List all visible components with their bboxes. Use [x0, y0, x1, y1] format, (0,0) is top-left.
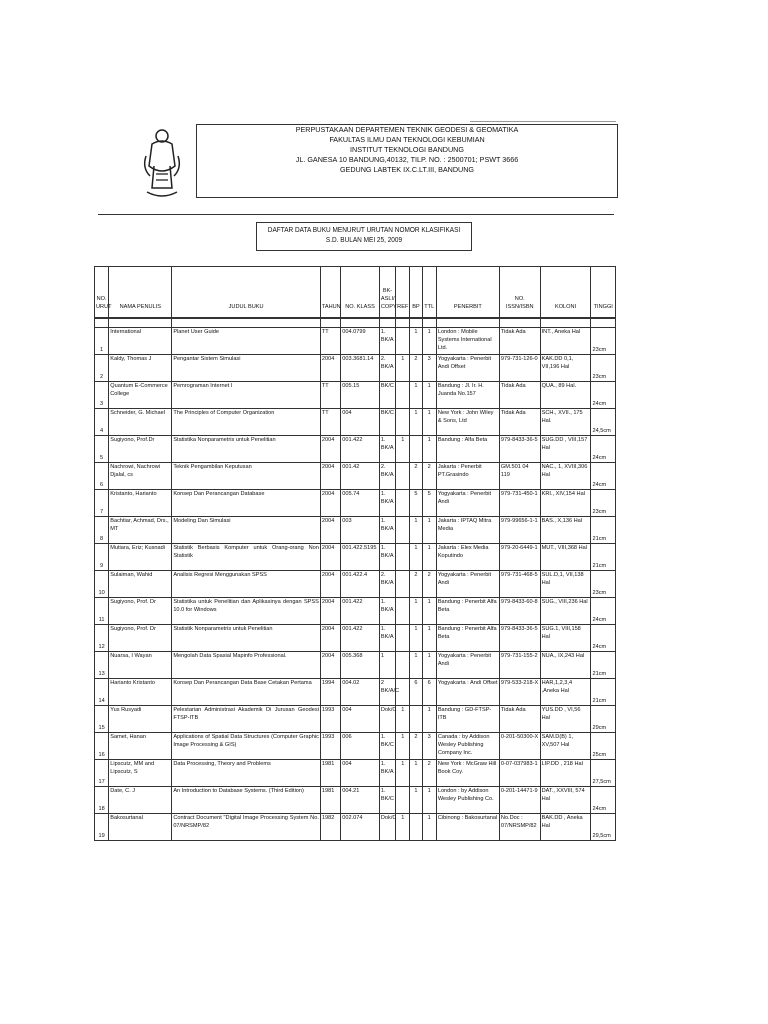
- cell-tahun: 2004: [320, 544, 340, 571]
- cell-bp: [410, 436, 422, 463]
- col-isbn: NO. ISSN/ISBN: [499, 267, 540, 319]
- col-koloni: KOLONI: [540, 267, 591, 319]
- cell-klass: 004.02: [341, 679, 380, 706]
- cell-penulis: Bakosurtanal: [109, 814, 172, 841]
- cell-penerbit: London : Mobile Systems International Ltd.: [436, 328, 499, 355]
- cell-ttl: 3: [422, 733, 436, 760]
- table-header-row: [95, 267, 616, 319]
- table-row: [95, 328, 616, 355]
- cell-isbn: No.Doc : 07/NRSMP/82: [499, 814, 540, 841]
- cell-klass: 001.42: [341, 463, 380, 490]
- cell-isbn: 979-8433-36-5: [499, 625, 540, 652]
- table-row: [95, 652, 616, 679]
- cell-bk: 1. BK/A: [379, 625, 395, 652]
- cell-koloni: NAC., 1, XVIII,306 Hal: [540, 463, 591, 490]
- header-line-4: JL. GANESA 10 BANDUNG,40132, TILP. NO. : 2500701; PSWT 3666: [295, 155, 519, 164]
- cell-klass: 001.422: [341, 625, 380, 652]
- cell-klass: 004: [341, 409, 380, 436]
- cell-no: 1: [95, 328, 109, 355]
- cell-no: 19: [95, 814, 109, 841]
- cell-tinggi: 21cm: [591, 544, 616, 571]
- cell-bp: 1: [410, 625, 422, 652]
- cell-bp: 6: [410, 679, 422, 706]
- cell-bp: 1: [410, 409, 422, 436]
- cell-ttl: 1: [422, 436, 436, 463]
- cell-koloni: DAT., XXVIII, 574 Hal: [540, 787, 591, 814]
- table-row: [95, 463, 616, 490]
- cell-koloni: QUA., 89 Hal.: [540, 382, 591, 409]
- cell-bp: 1: [410, 760, 422, 787]
- cell-penerbit: Yogyakarta : Andi Offset: [436, 679, 499, 706]
- cell-isbn: 0-07-037983-1: [499, 760, 540, 787]
- col-ttl: TTL: [422, 267, 436, 319]
- cell-tinggi: 24,5cm: [591, 409, 616, 436]
- cell-ttl: 1: [422, 652, 436, 679]
- table-row: [95, 436, 616, 463]
- cell-ttl: 1: [422, 787, 436, 814]
- cell-bk: 1. BK/C: [379, 733, 395, 760]
- table-row: [95, 814, 616, 841]
- cell-ttl: 2: [422, 571, 436, 598]
- cell-tahun: TT: [320, 328, 340, 355]
- cell-klass: 001.422.4: [341, 571, 380, 598]
- header-line-2: FAKULTAS ILMU DAN TEKNOLOGI KEBUMIAN: [329, 135, 485, 144]
- cell-tinggi: 21cm: [591, 679, 616, 706]
- col-bk: BK-ASLI/ COPY: [379, 267, 395, 319]
- cell-tahun: 1993: [320, 706, 340, 733]
- col-penerbit: PENERBIT: [436, 267, 499, 319]
- cell-klass: 001.422: [341, 598, 380, 625]
- cell-tahun: TT: [320, 409, 340, 436]
- table-row: [95, 706, 616, 733]
- cell-penulis: Harianto Kristanto: [109, 679, 172, 706]
- cell-tahun: 1981: [320, 787, 340, 814]
- cell-no: 5: [95, 436, 109, 463]
- cell-ref: [396, 382, 410, 409]
- col-ref: REF: [396, 267, 410, 319]
- top-divider: [470, 121, 616, 122]
- cell-tinggi: 23cm: [591, 490, 616, 517]
- cell-penerbit: Bandung : Penerbit Alfa Beta: [436, 598, 499, 625]
- cell-bk: Dok/C: [379, 814, 395, 841]
- cell-no: 11: [95, 598, 109, 625]
- cell-klass: 001.422.5195: [341, 544, 380, 571]
- cell-bp: 2: [410, 463, 422, 490]
- cell-koloni: BAS., X,136 Hal: [540, 517, 591, 544]
- table-row: [95, 598, 616, 625]
- cell-isbn: 0-201-14471-9: [499, 787, 540, 814]
- cell-bk: 1. BK/A: [379, 517, 395, 544]
- cell-tinggi: 27,5cm: [591, 760, 616, 787]
- cell-judul: Pengantar Sistem Simulasi: [172, 355, 321, 382]
- cell-ref: 1: [396, 760, 410, 787]
- cell-judul: Planet User Guide: [172, 328, 321, 355]
- cell-no: 18: [95, 787, 109, 814]
- cell-bk: 1. BK/A: [379, 760, 395, 787]
- cell-penerbit: Bandung : GD-FTSP-ITB: [436, 706, 499, 733]
- cell-tahun: 2004: [320, 355, 340, 382]
- cell-judul: Modeling Dan Simulasi: [172, 517, 321, 544]
- cell-klass: 004.0799: [341, 328, 380, 355]
- cell-bp: 2: [410, 571, 422, 598]
- table-row: [95, 733, 616, 760]
- cell-ttl: 2: [422, 760, 436, 787]
- cell-ttl: 1: [422, 382, 436, 409]
- cell-penerbit: Jakarta : Elex Media Koputindo: [436, 544, 499, 571]
- table-row: [95, 382, 616, 409]
- cell-bk: BK/C: [379, 382, 395, 409]
- cell-penulis: Bachtiar, Achmad, Drs., MT: [109, 517, 172, 544]
- cell-isbn: GM.501 04 119: [499, 463, 540, 490]
- itb-ganesha-logo: [142, 126, 182, 202]
- cell-koloni: SCH., XVII., 175 Hal.: [540, 409, 591, 436]
- cell-judul: Applications of Spatial Data Structures (Computer Graphic Image Processing & GIS): [172, 733, 321, 760]
- cell-no: 15: [95, 706, 109, 733]
- title-line-1: DAFTAR DATA BUKU MENURUT URUTAN NOMOR KLASIFIKASI: [267, 225, 461, 234]
- cell-ref: [396, 463, 410, 490]
- cell-penulis: Sugiyono, Prof. Dr: [109, 598, 172, 625]
- col-no: NO. URUT: [95, 267, 109, 319]
- cell-tinggi: 29cm: [591, 706, 616, 733]
- cell-judul: Statistik Nonparametris untuk Penelitian: [172, 625, 321, 652]
- document-title: [256, 222, 472, 251]
- cell-koloni: SUG.1, VIII,158 Hal: [540, 625, 591, 652]
- cell-klass: 005.15: [341, 382, 380, 409]
- cell-klass: 006: [341, 733, 380, 760]
- cell-isbn: 979-20-6449-1: [499, 544, 540, 571]
- cell-isbn: 979-8433-60-8: [499, 598, 540, 625]
- cell-ref: [396, 490, 410, 517]
- table-row: [95, 490, 616, 517]
- cell-koloni: NUA., IX,243 Hal: [540, 652, 591, 679]
- cell-koloni: INT., Aneka Hal: [540, 328, 591, 355]
- cell-bp: 1: [410, 544, 422, 571]
- cell-no: 4: [95, 409, 109, 436]
- cell-koloni: SUG., VIII,236 Hal: [540, 598, 591, 625]
- cell-ttl: 1: [422, 409, 436, 436]
- cell-no: 17: [95, 760, 109, 787]
- cell-klass: 002.074: [341, 814, 380, 841]
- cell-penulis: Nuarsa, I Wayan: [109, 652, 172, 679]
- cell-penerbit: Bandung : Jl. Ir. H. Juanda No.157: [436, 382, 499, 409]
- cell-ref: 1: [396, 733, 410, 760]
- cell-judul: Statistika Nonparametris untuk Penelitian: [172, 436, 321, 463]
- header-rule: [98, 214, 614, 215]
- cell-judul: Analisis Regresi Menggunakan SPSS: [172, 571, 321, 598]
- cell-tahun: 1982: [320, 814, 340, 841]
- cell-penulis: Mutiara, Eriz; Kusnadi: [109, 544, 172, 571]
- cell-ref: [396, 625, 410, 652]
- cell-tahun: 1994: [320, 679, 340, 706]
- cell-ref: [396, 598, 410, 625]
- cell-judul: Pelestarian Administrasi Akademik Di Jurusan Geodesi FTSP-ITB: [172, 706, 321, 733]
- cell-bp: 2: [410, 733, 422, 760]
- cell-no: 2: [95, 355, 109, 382]
- cell-bk: 1. BK/A: [379, 436, 395, 463]
- cell-no: 10: [95, 571, 109, 598]
- cell-ttl: 1: [422, 706, 436, 733]
- cell-judul: Data Processing, Theory and Problems: [172, 760, 321, 787]
- cell-ref: [396, 517, 410, 544]
- table-row: [95, 571, 616, 598]
- cell-penulis: International: [109, 328, 172, 355]
- cell-judul: Konsep Dan Perancangan Database: [172, 490, 321, 517]
- cell-penerbit: Yogyakarta : Penerbit Andi: [436, 652, 499, 679]
- cell-bk: 2. BK/A: [379, 463, 395, 490]
- cell-tinggi: 24cm: [591, 598, 616, 625]
- cell-judul: Statistika untuk Penelitian dan Aplikasinya dengan SPSS 10.0 for Windows: [172, 598, 321, 625]
- cell-bk: 1: [379, 652, 395, 679]
- cell-tinggi: 24cm: [591, 625, 616, 652]
- cell-bp: 1: [410, 328, 422, 355]
- cell-klass: 003: [341, 517, 380, 544]
- table-row: [95, 679, 616, 706]
- col-penulis: NAMA PENULIS: [109, 267, 172, 319]
- header-line-3: INSTITUT TEKNOLOGI BANDUNG: [350, 145, 464, 154]
- cell-tahun: 2004: [320, 652, 340, 679]
- cell-isbn: Tidak Ada: [499, 382, 540, 409]
- table-row: [95, 409, 616, 436]
- cell-klass: 004.21: [341, 787, 380, 814]
- cell-tahun: 2004: [320, 463, 340, 490]
- table-row: [95, 625, 616, 652]
- cell-no: 8: [95, 517, 109, 544]
- cell-tinggi: 21cm: [591, 517, 616, 544]
- cell-judul: Mengolah Data Spasial Mapinfo Professional.: [172, 652, 321, 679]
- cell-bp: [410, 706, 422, 733]
- cell-ref: 1: [396, 355, 410, 382]
- cell-no: 16: [95, 733, 109, 760]
- cell-no: 9: [95, 544, 109, 571]
- table-row: [95, 355, 616, 382]
- cell-bp: 1: [410, 382, 422, 409]
- cell-bk: 1. BK/A: [379, 544, 395, 571]
- cell-penerbit: Yogyakarta : Penerbit Andi: [436, 490, 499, 517]
- title-line-2: S.D. BULAN MEI 25, 2009: [325, 235, 403, 244]
- cell-isbn: Tidak Ada: [499, 409, 540, 436]
- cell-no: 3: [95, 382, 109, 409]
- cell-ttl: 1: [422, 625, 436, 652]
- cell-penulis: Sulaiman, Wahid: [109, 571, 172, 598]
- cell-bp: 1: [410, 652, 422, 679]
- cell-klass: 004: [341, 706, 380, 733]
- cell-ref: [396, 409, 410, 436]
- cell-penerbit: Bandung : Alfa Beta: [436, 436, 499, 463]
- cell-penulis: Samet, Hanan: [109, 733, 172, 760]
- cell-penulis: Date, C. J: [109, 787, 172, 814]
- cell-tinggi: 25cm: [591, 733, 616, 760]
- library-header: [196, 124, 618, 198]
- cell-isbn: 979-731-450-1: [499, 490, 540, 517]
- cell-ttl: 1: [422, 544, 436, 571]
- cell-penerbit: Bandung : Penerbit Alfa Beta: [436, 625, 499, 652]
- cell-isbn: Tidak Ada: [499, 328, 540, 355]
- cell-bk: 2. BK/A: [379, 571, 395, 598]
- cell-penulis: Yus Rusyadi: [109, 706, 172, 733]
- cell-judul: Pemrograman Internet I: [172, 382, 321, 409]
- cell-tinggi: 24cm: [591, 382, 616, 409]
- cell-bk: Dok/C: [379, 706, 395, 733]
- cell-klass: 004: [341, 760, 380, 787]
- cell-koloni: KAK.DD 0,1, VII,196 Hal: [540, 355, 591, 382]
- cell-ref: 1: [396, 706, 410, 733]
- cell-ref: 1: [396, 436, 410, 463]
- cell-ttl: 5: [422, 490, 436, 517]
- cell-koloni: SUL.D,1, VII,138 Hal: [540, 571, 591, 598]
- cell-tinggi: 23cm: [591, 571, 616, 598]
- cell-penerbit: Canada : by Addison Wesley Publishing Company Inc.: [436, 733, 499, 760]
- cell-tahun: 2004: [320, 436, 340, 463]
- col-bp: BP: [410, 267, 422, 319]
- cell-tahun: 2004: [320, 625, 340, 652]
- cell-tahun: 2004: [320, 598, 340, 625]
- cell-koloni: SUG.DD , VIII,157 Hal: [540, 436, 591, 463]
- cell-bk: 1. BK/A: [379, 328, 395, 355]
- cell-no: 14: [95, 679, 109, 706]
- cell-penulis: Quantum E-Commerce College: [109, 382, 172, 409]
- cell-penerbit: New York : McGraw Hill Book Coy.: [436, 760, 499, 787]
- cell-koloni: MUT., VIII,368 Hal: [540, 544, 591, 571]
- cell-ttl: 3: [422, 355, 436, 382]
- cell-ttl: 6: [422, 679, 436, 706]
- cell-bk: 2 BK/A/C: [379, 679, 395, 706]
- cell-tinggi: 21cm: [591, 652, 616, 679]
- cell-penerbit: Yogyakarta : Penerbit Andi: [436, 571, 499, 598]
- cell-isbn: 979-533-218-X: [499, 679, 540, 706]
- cell-penerbit: London : by Addison Wesley Publishing Co.: [436, 787, 499, 814]
- book-table: [94, 266, 616, 841]
- cell-tahun: 1981: [320, 760, 340, 787]
- cell-ref: [396, 571, 410, 598]
- cell-klass: 005.74: [341, 490, 380, 517]
- table-row: [95, 544, 616, 571]
- cell-klass: 001.422: [341, 436, 380, 463]
- cell-penulis: Kaldy, Thomas J: [109, 355, 172, 382]
- spacer-row: [95, 318, 616, 328]
- cell-tinggi: 24cm: [591, 787, 616, 814]
- table-row: [95, 787, 616, 814]
- cell-bp: 5: [410, 490, 422, 517]
- cell-ttl: 1: [422, 598, 436, 625]
- cell-tinggi: 23cm: [591, 355, 616, 382]
- cell-no: 13: [95, 652, 109, 679]
- table-row: [95, 517, 616, 544]
- cell-penerbit: Yogyakarta : Penerbit Andi Offset: [436, 355, 499, 382]
- cell-bk: 1. BK/C: [379, 787, 395, 814]
- col-klass: NO. KLASS: [341, 267, 380, 319]
- cell-penerbit: Jakarta : IPTAQ Mitra Media: [436, 517, 499, 544]
- cell-klass: 005.368: [341, 652, 380, 679]
- cell-bp: [410, 814, 422, 841]
- cell-isbn: 979-8433-36-5: [499, 436, 540, 463]
- cell-tinggi: 29,5cm: [591, 814, 616, 841]
- cell-no: 12: [95, 625, 109, 652]
- cell-ttl: 1: [422, 814, 436, 841]
- cell-isbn: 979-731-126-0: [499, 355, 540, 382]
- cell-koloni: YUS.DD , VI,56 Hal: [540, 706, 591, 733]
- cell-koloni: SAM.D(B) 1, XV,507 Hal: [540, 733, 591, 760]
- cell-koloni: HAR,1,2,3,4 ,Aneka Hal: [540, 679, 591, 706]
- cell-penulis: Schneider, G. Michael: [109, 409, 172, 436]
- cell-bp: 1: [410, 598, 422, 625]
- cell-tahun: 2004: [320, 517, 340, 544]
- cell-bp: 2: [410, 355, 422, 382]
- col-tahun: TAHUN: [320, 267, 340, 319]
- col-tinggi: TINGGI: [591, 267, 616, 319]
- cell-bk: 1. BK/A: [379, 598, 395, 625]
- cell-judul: Contract Document "Digital Image Processing System No. 07/NRSMP/82: [172, 814, 321, 841]
- cell-penulis: Nachrowi, Nachrowi Djalal, cs: [109, 463, 172, 490]
- cell-tinggi: 24cm: [591, 436, 616, 463]
- cell-tahun: 1993: [320, 733, 340, 760]
- cell-penulis: Lipscutz, MM and Lipscutz, S: [109, 760, 172, 787]
- cell-bk: 1. BK/A: [379, 490, 395, 517]
- cell-tahun: 2004: [320, 571, 340, 598]
- cell-ttl: 1: [422, 328, 436, 355]
- cell-ttl: 2: [422, 463, 436, 490]
- table-row: [95, 760, 616, 787]
- cell-penulis: Sugiyono, Prof. Dr: [109, 625, 172, 652]
- cell-bk: BK/C: [379, 409, 395, 436]
- cell-tinggi: 24cm: [591, 463, 616, 490]
- col-judul: JUDUL BUKU: [172, 267, 321, 319]
- cell-isbn: 979-731-468-5: [499, 571, 540, 598]
- cell-judul: Statistik Berbasis Komputer untuk Orang-orang Non Statistik: [172, 544, 321, 571]
- cell-judul: Konsep Dan Perancangan Data Base Cetakan Pertama: [172, 679, 321, 706]
- cell-koloni: BAK.DD , Aneka Hal: [540, 814, 591, 841]
- cell-ttl: 1: [422, 517, 436, 544]
- cell-bp: 1: [410, 517, 422, 544]
- cell-tinggi: 23cm: [591, 328, 616, 355]
- cell-no: 7: [95, 490, 109, 517]
- cell-isbn: 0-201-50300-X: [499, 733, 540, 760]
- cell-ref: [396, 787, 410, 814]
- cell-no: 6: [95, 463, 109, 490]
- cell-isbn: 979-99656-1-1: [499, 517, 540, 544]
- cell-tahun: TT: [320, 382, 340, 409]
- cell-judul: Teknik Pengambilan Keputusan: [172, 463, 321, 490]
- cell-tahun: 2004: [320, 490, 340, 517]
- cell-ref: 1: [396, 814, 410, 841]
- cell-judul: An Introduction to Database Systems. (Third Edition): [172, 787, 321, 814]
- cell-ref: [396, 544, 410, 571]
- cell-penerbit: Cibinong : Bakosurtanal: [436, 814, 499, 841]
- cell-bp: 1: [410, 787, 422, 814]
- cell-koloni: LIP.DD , 218 Hal: [540, 760, 591, 787]
- cell-ref: [396, 328, 410, 355]
- cell-penulis: Kristanto, Harianto: [109, 490, 172, 517]
- cell-koloni: KRI., XIV,154 Hal: [540, 490, 591, 517]
- header-line-1: PERPUSTAKAAN DEPARTEMEN TEKNIK GEODESI & GEOMATIKA: [295, 125, 519, 134]
- cell-klass: 003.3681.14: [341, 355, 380, 382]
- cell-penulis: Sugiyono, Prof.Dr: [109, 436, 172, 463]
- header-line-5: GEDUNG LABTEK IX.C.LT.III, BANDUNG: [339, 165, 475, 174]
- cell-penerbit: New York : John Wiley & Sons, Ltd: [436, 409, 499, 436]
- cell-isbn: Tidak Ada: [499, 706, 540, 733]
- cell-ref: [396, 652, 410, 679]
- cell-bk: 2. BK/A: [379, 355, 395, 382]
- cell-isbn: 979-731-155-2: [499, 652, 540, 679]
- cell-judul: The Principles of Computer Organization: [172, 409, 321, 436]
- cell-penerbit: Jakarta : Penerbit PT.Grasindo: [436, 463, 499, 490]
